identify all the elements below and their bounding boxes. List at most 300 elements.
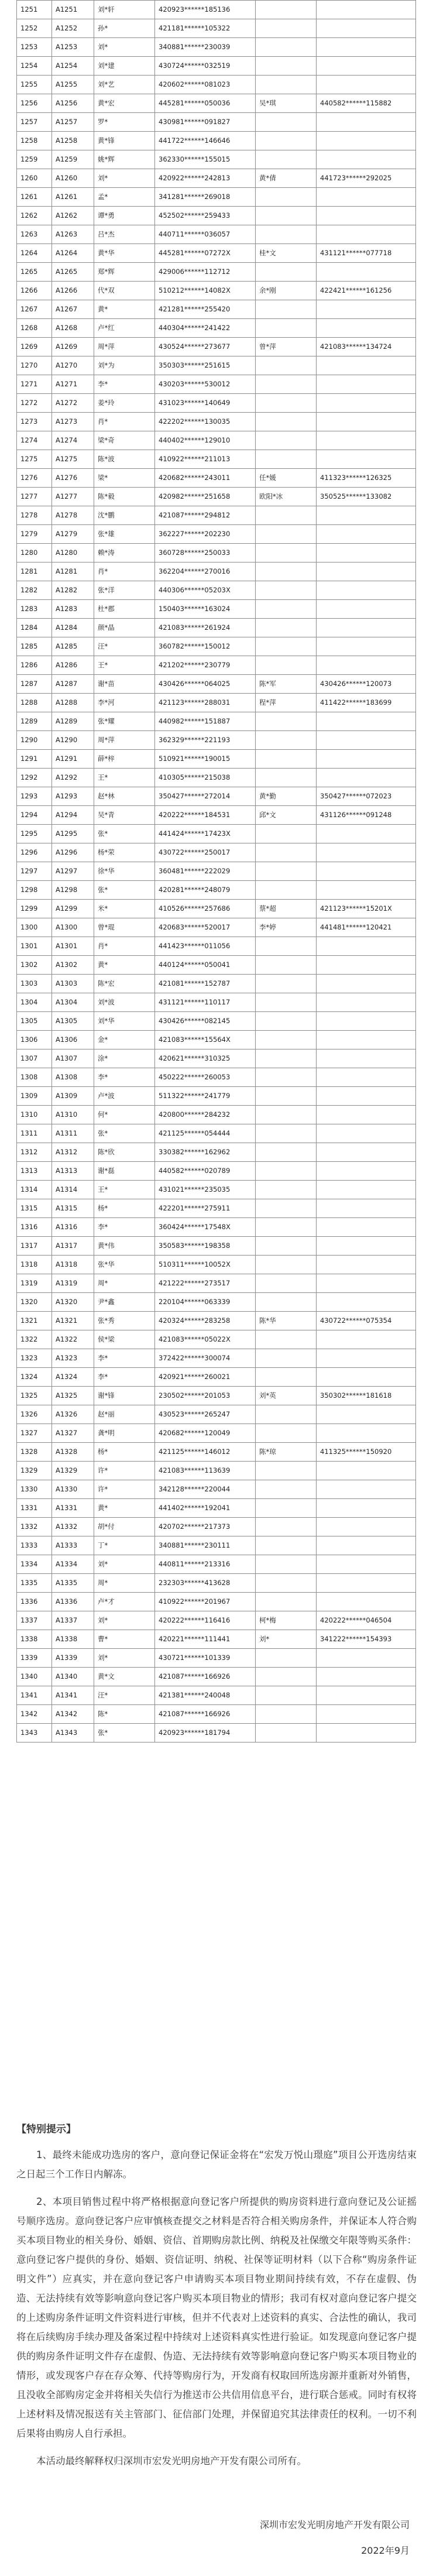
table-row: [17, 993, 416, 1012]
row-number: 1340: [17, 1668, 52, 1686]
lottery-id: A1321: [52, 1312, 94, 1330]
co-buyer-name: [256, 431, 317, 450]
buyer-name: 代*双: [94, 282, 155, 300]
co-buyer-name: 吴*琪: [256, 94, 317, 113]
buyer-name: 刘*华: [94, 1012, 155, 1031]
lottery-id: A1322: [52, 1330, 94, 1349]
lottery-id: A1279: [52, 525, 94, 544]
co-buyer-id-number: [317, 431, 416, 450]
co-buyer-id-number: [317, 1237, 416, 1256]
lottery-id: A1318: [52, 1256, 94, 1274]
lottery-id: A1292: [52, 769, 94, 787]
buyer-id-number: 420621******310325: [155, 1049, 256, 1068]
buyer-name: 李*河: [94, 694, 155, 712]
co-buyer-id-number: 441723******292025: [317, 169, 416, 188]
row-number: 1293: [17, 787, 52, 806]
buyer-name: 陈*欣: [94, 1143, 155, 1162]
row-number: 1303: [17, 975, 52, 993]
buyer-id-number: 430203******530012: [155, 375, 256, 394]
co-buyer-id-number: [317, 225, 416, 244]
lottery-id: A1343: [52, 1724, 94, 1743]
co-buyer-name: [256, 356, 317, 375]
buyer-id-number: 431021******235035: [155, 1181, 256, 1199]
co-buyer-name: [256, 1181, 317, 1199]
buyer-name: 汪*: [94, 637, 155, 656]
co-buyer-name: [256, 1124, 317, 1143]
co-buyer-name: [256, 375, 317, 394]
co-buyer-name: [256, 1256, 317, 1274]
row-number: 1277: [17, 488, 52, 506]
row-number: 1319: [17, 1274, 52, 1293]
row-number: 1311: [17, 1124, 52, 1143]
buyer-name: 黄*文: [94, 1668, 155, 1686]
buyer-name: 郑*辉: [94, 263, 155, 282]
table-row: [17, 38, 416, 57]
table-row: [17, 1499, 416, 1518]
row-number: 1329: [17, 1462, 52, 1480]
row-number: 1309: [17, 1087, 52, 1106]
buyer-name: 姚*辉: [94, 150, 155, 169]
co-buyer-id-number: [317, 1199, 416, 1218]
co-buyer-name: [256, 1668, 317, 1686]
buyer-id-number: 421087******166926: [155, 1668, 256, 1686]
table-row: [17, 787, 416, 806]
lottery-id: A1278: [52, 506, 94, 525]
co-buyer-id-number: [317, 263, 416, 282]
table-row: [17, 225, 416, 244]
table-row: [17, 1237, 416, 1256]
co-buyer-id-number: 341222******154393: [317, 1630, 416, 1649]
buyer-name: 张*雄: [94, 525, 155, 544]
buyer-id-number: 220104******063339: [155, 1293, 256, 1312]
buyer-id-number: 420324******283258: [155, 1312, 256, 1330]
co-buyer-name: [256, 1218, 317, 1237]
buyer-id-number: 421125******054444: [155, 1124, 256, 1143]
row-number: 1286: [17, 656, 52, 675]
table-row: [17, 1686, 416, 1705]
buyer-id-number: 441424******17423X: [155, 825, 256, 843]
co-buyer-name: [256, 843, 317, 862]
row-number: 1259: [17, 150, 52, 169]
table-row: [17, 19, 416, 38]
row-number: 1299: [17, 900, 52, 918]
co-buyer-name: 刘*: [256, 1630, 317, 1649]
lottery-id: A1285: [52, 637, 94, 656]
co-buyer-name: [256, 1087, 317, 1106]
co-buyer-name: [256, 450, 317, 469]
special-notes: [16, 2120, 417, 2471]
buyer-id-number: 440811******213316: [155, 1555, 256, 1574]
buyer-name: 许*: [94, 1462, 155, 1480]
co-buyer-name: [256, 394, 317, 413]
buyer-id-number: 360782******150012: [155, 637, 256, 656]
buyer-id-number: 362227******202230: [155, 525, 256, 544]
co-buyer-name: [256, 263, 317, 282]
co-buyer-id-number: 431126******091248: [317, 806, 416, 825]
lottery-id: A1282: [52, 581, 94, 600]
co-buyer-name: [256, 600, 317, 619]
co-buyer-id-number: [317, 619, 416, 637]
row-number: 1304: [17, 993, 52, 1012]
co-buyer-id-number: [317, 731, 416, 750]
co-buyer-name: 黄*倩: [256, 169, 317, 188]
table-row: [17, 1405, 416, 1424]
row-number: 1343: [17, 1724, 52, 1743]
buyer-id-number: 440402******129010: [155, 431, 256, 450]
co-buyer-name: [256, 1593, 317, 1611]
buyer-name: 周*萍: [94, 338, 155, 356]
table-row: [17, 1106, 416, 1124]
buyer-id-number: 421087******166926: [155, 1705, 256, 1724]
co-buyer-id-number: 421123******15201X: [317, 900, 416, 918]
buyer-name: 赵*丽: [94, 1405, 155, 1424]
co-buyer-id-number: [317, 1686, 416, 1705]
buyer-name: 王*: [94, 1181, 155, 1199]
row-number: 1336: [17, 1593, 52, 1611]
table-row: [17, 1518, 416, 1536]
co-buyer-id-number: 441481******120421: [317, 918, 416, 937]
table-row: [17, 94, 416, 113]
co-buyer-id-number: [317, 993, 416, 1012]
co-buyer-id-number: [317, 637, 416, 656]
row-number: 1274: [17, 431, 52, 450]
co-buyer-id-number: [317, 1724, 416, 1743]
co-buyer-id-number: [317, 1536, 416, 1555]
row-number: 1318: [17, 1256, 52, 1274]
co-buyer-name: [256, 581, 317, 600]
row-number: 1300: [17, 918, 52, 937]
row-number: 1273: [17, 413, 52, 431]
buyer-name: 张*: [94, 1724, 155, 1743]
co-buyer-name: 陈*琼: [256, 1443, 317, 1462]
buyer-name: 吴*青: [94, 806, 155, 825]
buyer-id-number: 421222******273517: [155, 1274, 256, 1293]
buyer-name: 李*: [94, 1068, 155, 1087]
buyer-id-number: 430523******265247: [155, 1405, 256, 1424]
buyer-id-number: 421202******230779: [155, 656, 256, 675]
buyer-id-number: 450222******260053: [155, 1068, 256, 1087]
lottery-id: A1296: [52, 843, 94, 862]
buyer-name: 刘*: [94, 38, 155, 57]
co-buyer-name: [256, 1031, 317, 1049]
co-buyer-id-number: [317, 600, 416, 619]
table-row: [17, 1555, 416, 1574]
row-number: 1271: [17, 375, 52, 394]
row-number: 1256: [17, 94, 52, 113]
row-number: 1315: [17, 1199, 52, 1218]
buyer-id-number: 410922******211013: [155, 450, 256, 469]
lottery-id: A1336: [52, 1593, 94, 1611]
buyer-name: 陈*宏: [94, 975, 155, 993]
lottery-id: A1319: [52, 1274, 94, 1293]
buyer-name: 刘*: [94, 1555, 155, 1574]
buyer-id-number: 429006******112712: [155, 263, 256, 282]
row-number: 1339: [17, 1649, 52, 1668]
lottery-id: A1273: [52, 413, 94, 431]
buyer-id-number: 342128******220044: [155, 1480, 256, 1499]
co-buyer-id-number: [317, 881, 416, 900]
table-row: [17, 132, 416, 150]
co-buyer-id-number: [317, 1593, 416, 1611]
table-row: [17, 731, 416, 750]
table-row: [17, 375, 416, 394]
buyer-id-number: 372422******300074: [155, 1349, 256, 1368]
buyer-name: 薛*梓: [94, 750, 155, 769]
table-row: [17, 750, 416, 769]
row-number: 1279: [17, 525, 52, 544]
buyer-name: 杜*郡: [94, 600, 155, 619]
buyer-id-number: 430722******250017: [155, 843, 256, 862]
buyer-id-number: 362329******221193: [155, 731, 256, 750]
co-buyer-id-number: [317, 1499, 416, 1518]
row-number: 1268: [17, 319, 52, 338]
buyer-name: 肖*: [94, 413, 155, 431]
table-row: [17, 975, 416, 993]
buyer-id-number: 510921******190015: [155, 750, 256, 769]
buyer-name: 周*: [94, 1274, 155, 1293]
lottery-id: A1316: [52, 1218, 94, 1237]
buyer-id-number: 441402******192041: [155, 1499, 256, 1518]
lottery-id: A1258: [52, 132, 94, 150]
buyer-id-number: 421125******146012: [155, 1443, 256, 1462]
co-buyer-name: [256, 207, 317, 225]
lottery-id: A1301: [52, 937, 94, 956]
table-row: [17, 862, 416, 881]
table-row: [17, 1443, 416, 1462]
buyer-id-number: 232303******413628: [155, 1574, 256, 1593]
buyer-name: 张*: [94, 825, 155, 843]
table-row: [17, 394, 416, 413]
lottery-id: A1309: [52, 1087, 94, 1106]
co-buyer-name: [256, 57, 317, 76]
lottery-id: A1341: [52, 1686, 94, 1705]
buyer-id-number: 440982******151887: [155, 712, 256, 731]
co-buyer-name: 蔡*超: [256, 900, 317, 918]
co-buyer-name: [256, 319, 317, 338]
buyer-id-number: 420921******260021: [155, 1368, 256, 1387]
co-buyer-id-number: [317, 750, 416, 769]
co-buyer-name: [256, 300, 317, 319]
buyer-name: 张*: [94, 1124, 155, 1143]
buyer-id-number: 350303******251615: [155, 356, 256, 375]
table-row: [17, 1611, 416, 1630]
co-buyer-name: 李*婷: [256, 918, 317, 937]
buyer-name: 李*: [94, 1218, 155, 1237]
co-buyer-id-number: [317, 1349, 416, 1368]
buyer-id-number: 421381******240048: [155, 1686, 256, 1705]
lottery-id: A1306: [52, 1031, 94, 1049]
co-buyer-name: [256, 637, 317, 656]
table-row: [17, 562, 416, 581]
co-buyer-id-number: [317, 356, 416, 375]
co-buyer-name: [256, 1686, 317, 1705]
co-buyer-name: [256, 132, 317, 150]
buyer-id-number: 420222******116416: [155, 1611, 256, 1630]
lottery-id: A1329: [52, 1462, 94, 1480]
table-row: [17, 1387, 416, 1405]
row-number: 1335: [17, 1574, 52, 1593]
co-buyer-id-number: [317, 1555, 416, 1574]
co-buyer-id-number: [317, 769, 416, 787]
row-number: 1298: [17, 881, 52, 900]
co-buyer-name: [256, 731, 317, 750]
table-row: [17, 1199, 416, 1218]
lottery-id: A1291: [52, 750, 94, 769]
note-paragraph-3: 本活动最终解释权归深圳市宏发光明房地产开发有限公司所有。: [36, 2455, 307, 2467]
co-buyer-name: [256, 113, 317, 132]
co-buyer-name: 余*刚: [256, 282, 317, 300]
co-buyer-name: [256, 150, 317, 169]
row-number: 1317: [17, 1237, 52, 1256]
row-number: 1260: [17, 169, 52, 188]
co-buyer-id-number: [317, 1293, 416, 1312]
lottery-id: A1275: [52, 450, 94, 469]
co-buyer-id-number: [317, 1518, 416, 1536]
buyer-id-number: 410526******257686: [155, 900, 256, 918]
buyer-name: 杨*: [94, 1199, 155, 1218]
co-buyer-name: [256, 769, 317, 787]
row-number: 1258: [17, 132, 52, 150]
table-row: [17, 1293, 416, 1312]
buyer-name: 金*: [94, 1031, 155, 1049]
lottery-id: A1331: [52, 1499, 94, 1518]
co-buyer-id-number: [317, 1031, 416, 1049]
row-number: 1257: [17, 113, 52, 132]
co-buyer-id-number: [317, 1, 416, 19]
buyer-name: 王*: [94, 769, 155, 787]
lottery-id: A1317: [52, 1237, 94, 1256]
buyer-name: 黄*: [94, 300, 155, 319]
co-buyer-id-number: 422421******161256: [317, 282, 416, 300]
buyer-name: 汪*: [94, 1686, 155, 1705]
buyer-id-number: 445281******050036: [155, 94, 256, 113]
co-buyer-id-number: [317, 525, 416, 544]
row-number: 1313: [17, 1162, 52, 1181]
buyer-name: 沈*鹏: [94, 506, 155, 525]
table-row: [17, 1668, 416, 1686]
lottery-id: A1263: [52, 225, 94, 244]
lottery-id: A1297: [52, 862, 94, 881]
buyer-name: 谢*锋: [94, 1387, 155, 1405]
lottery-id: A1267: [52, 300, 94, 319]
co-buyer-name: [256, 19, 317, 38]
buyer-id-number: 340881******230111: [155, 1536, 256, 1555]
co-buyer-name: [256, 1143, 317, 1162]
buyer-name: 刘*建: [94, 57, 155, 76]
buyer-name: 曾*琨: [94, 918, 155, 937]
buyer-id-number: 421081******152787: [155, 975, 256, 993]
co-buyer-name: [256, 1012, 317, 1031]
co-buyer-name: 邱*文: [256, 806, 317, 825]
table-row: [17, 1068, 416, 1087]
row-number: 1342: [17, 1705, 52, 1724]
co-buyer-id-number: 411325******150920: [317, 1443, 416, 1462]
co-buyer-id-number: 421083******134724: [317, 338, 416, 356]
co-buyer-name: [256, 1705, 317, 1724]
lottery-id: A1299: [52, 900, 94, 918]
co-buyer-id-number: [317, 1274, 416, 1293]
co-buyer-id-number: [317, 300, 416, 319]
table-row: [17, 1705, 416, 1724]
co-buyer-id-number: [317, 1705, 416, 1724]
lottery-id: A1259: [52, 150, 94, 169]
lottery-id: A1251: [52, 1, 94, 19]
co-buyer-name: [256, 1330, 317, 1349]
row-number: 1301: [17, 937, 52, 956]
co-buyer-name: [256, 1237, 317, 1256]
row-number: 1262: [17, 207, 52, 225]
buyer-name: 张*: [94, 881, 155, 900]
buyer-id-number: 430524******273677: [155, 338, 256, 356]
row-number: 1263: [17, 225, 52, 244]
table-row: [17, 1724, 416, 1743]
row-number: 1294: [17, 806, 52, 825]
row-number: 1288: [17, 694, 52, 712]
row-number: 1334: [17, 1555, 52, 1574]
row-number: 1278: [17, 506, 52, 525]
co-buyer-name: [256, 619, 317, 637]
buyer-name: 罗*: [94, 113, 155, 132]
co-buyer-name: [256, 825, 317, 843]
table-row: [17, 1049, 416, 1068]
table-row: [17, 900, 416, 918]
lottery-id: A1325: [52, 1387, 94, 1405]
buyer-name: 黄*: [94, 1499, 155, 1518]
buyer-id-number: 430724******032519: [155, 57, 256, 76]
co-buyer-name: [256, 1349, 317, 1368]
buyer-name: 尹*鑫: [94, 1293, 155, 1312]
row-number: 1267: [17, 300, 52, 319]
lottery-id: A1320: [52, 1293, 94, 1312]
table-row: [17, 1124, 416, 1143]
co-buyer-id-number: [317, 506, 416, 525]
buyer-name: 涂*: [94, 1049, 155, 1068]
co-buyer-id-number: [317, 1068, 416, 1087]
lottery-id: A1308: [52, 1068, 94, 1087]
co-buyer-id-number: [317, 38, 416, 57]
co-buyer-id-number: [317, 956, 416, 975]
row-number: 1338: [17, 1630, 52, 1649]
co-buyer-id-number: [317, 375, 416, 394]
co-buyer-name: [256, 38, 317, 57]
lottery-id: A1261: [52, 188, 94, 207]
table-row: [17, 1, 416, 19]
co-buyer-id-number: 350427******072023: [317, 787, 416, 806]
co-buyer-name: [256, 750, 317, 769]
table-row: [17, 1330, 416, 1349]
buyer-name: 张*华: [94, 1256, 155, 1274]
buyer-name: 米*: [94, 900, 155, 918]
co-buyer-id-number: [317, 1162, 416, 1181]
buyer-name: 李*: [94, 1349, 155, 1368]
buyer-name: 侯*梁: [94, 1330, 155, 1349]
lottery-id: A1339: [52, 1649, 94, 1668]
co-buyer-name: [256, 76, 317, 94]
co-buyer-id-number: [317, 1668, 416, 1686]
row-number: 1281: [17, 562, 52, 581]
buyer-name: 谢*磊: [94, 1162, 155, 1181]
buyer-name: 黄*伟: [94, 1237, 155, 1256]
note-paragraph-1: 1、最终未能成功选房的客户，意向登记保证金将在“宏发万悦山璟庭”项目公开选房结束之日起三个工作日内解冻。: [16, 2149, 417, 2180]
notes-heading: 【特别提示】: [16, 2124, 76, 2135]
table-row: [17, 76, 416, 94]
buyer-name: 刘*: [94, 1611, 155, 1630]
lottery-id: A1300: [52, 918, 94, 937]
table-row: [17, 656, 416, 675]
co-buyer-name: [256, 712, 317, 731]
row-number: 1285: [17, 637, 52, 656]
co-buyer-id-number: [317, 1218, 416, 1237]
